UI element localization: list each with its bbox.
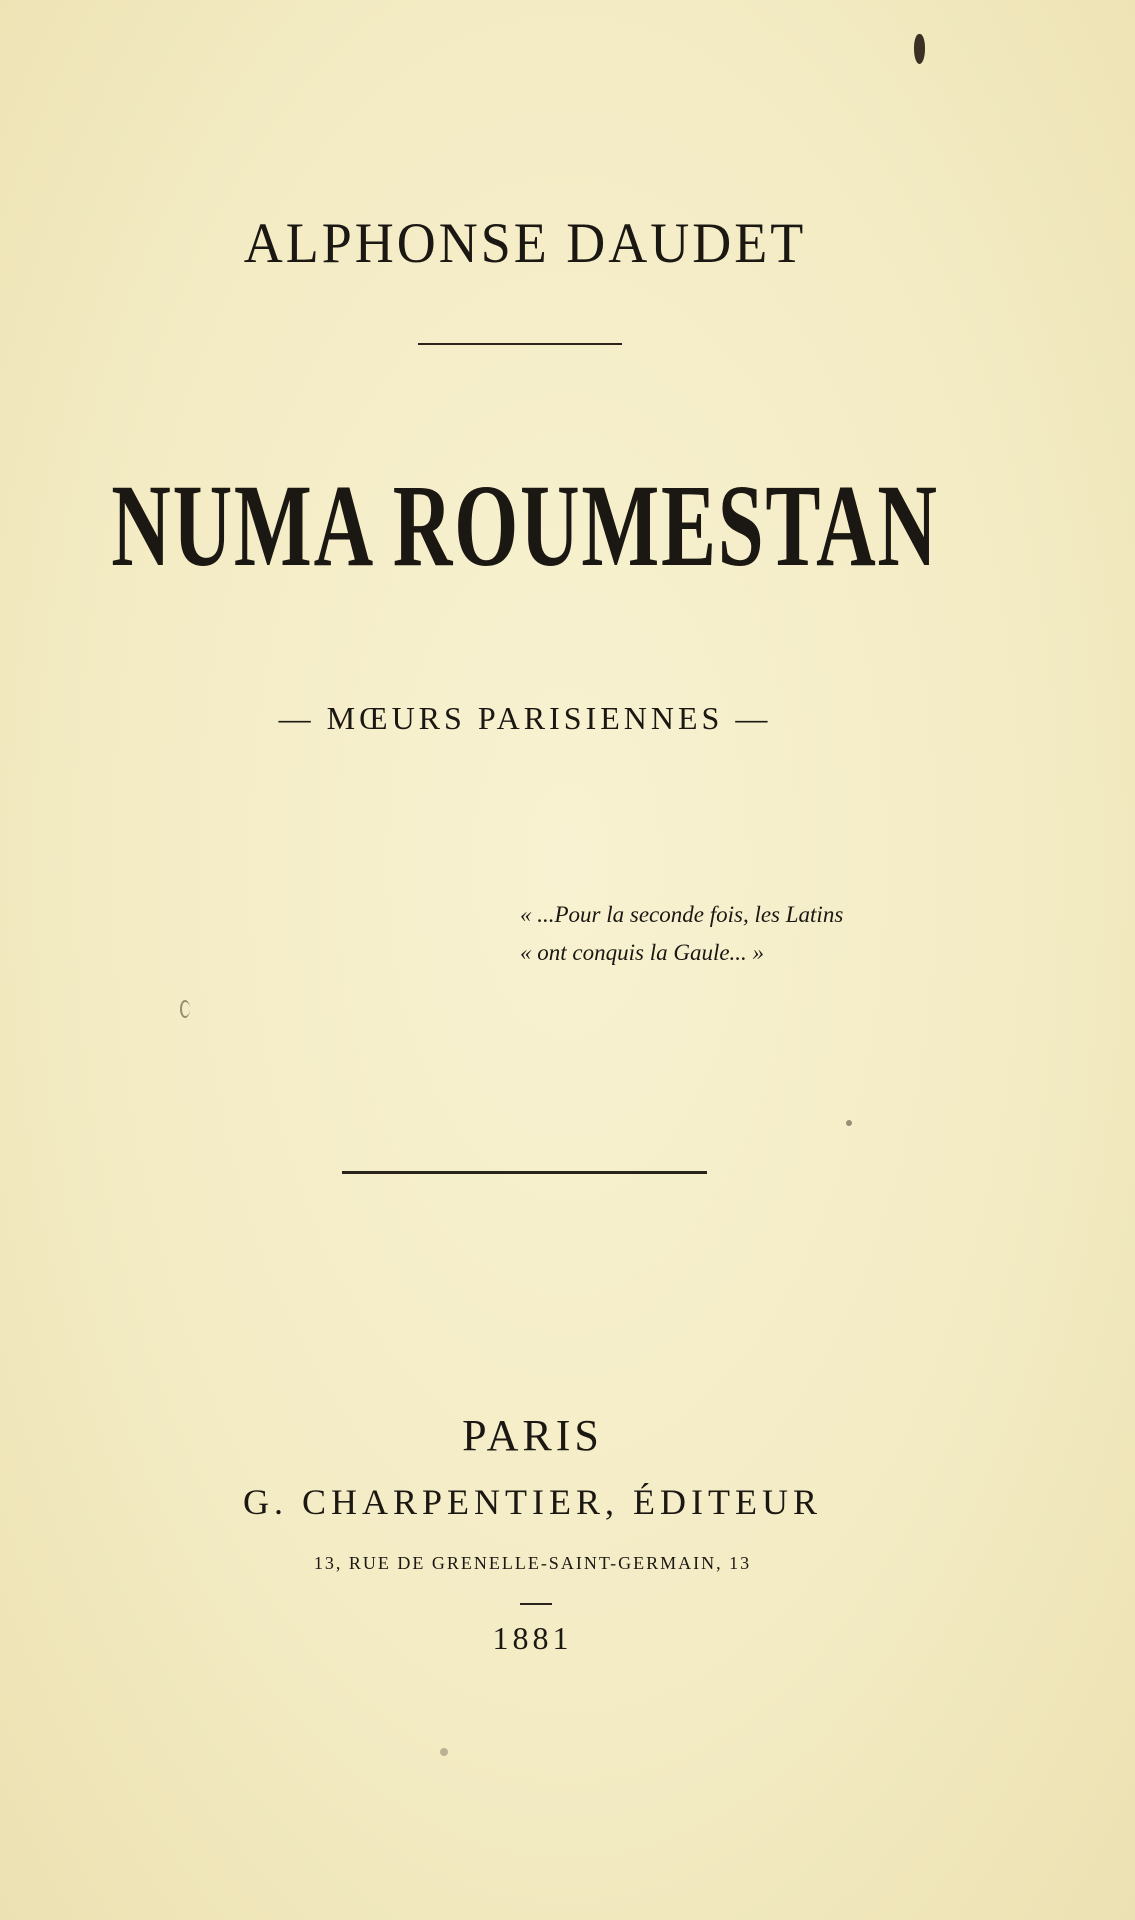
paper-speck — [440, 1748, 448, 1756]
subtitle: — MŒURS PARISIENNES — — [278, 700, 772, 736]
imprint-city: PARIS — [462, 1411, 603, 1460]
epigraph-line-2: « ont conquis la Gaule... » — [520, 940, 765, 965]
imprint-publisher: G. CHARPENTIER, ÉDITEUR — [243, 1482, 822, 1522]
divider-rule-long — [342, 1171, 707, 1174]
imprint-year: 1881 — [492, 1620, 573, 1656]
author-name: ALPHONSE DAUDET — [243, 211, 807, 275]
epigraph-line-1: « ...Pour la seconde fois, les Latins — [520, 902, 844, 927]
divider-rule-short — [520, 1603, 552, 1605]
divider-rule — [418, 343, 622, 345]
epigraph — [520, 896, 980, 972]
paper-speck — [846, 1120, 852, 1126]
paper-speck — [180, 1000, 190, 1018]
book-title: NUMA ROUMESTAN — [111, 460, 939, 591]
imprint-address: 13, RUE DE GRENELLE-SAINT-GERMAIN, 13 — [313, 1553, 752, 1573]
ink-blot — [914, 34, 925, 64]
